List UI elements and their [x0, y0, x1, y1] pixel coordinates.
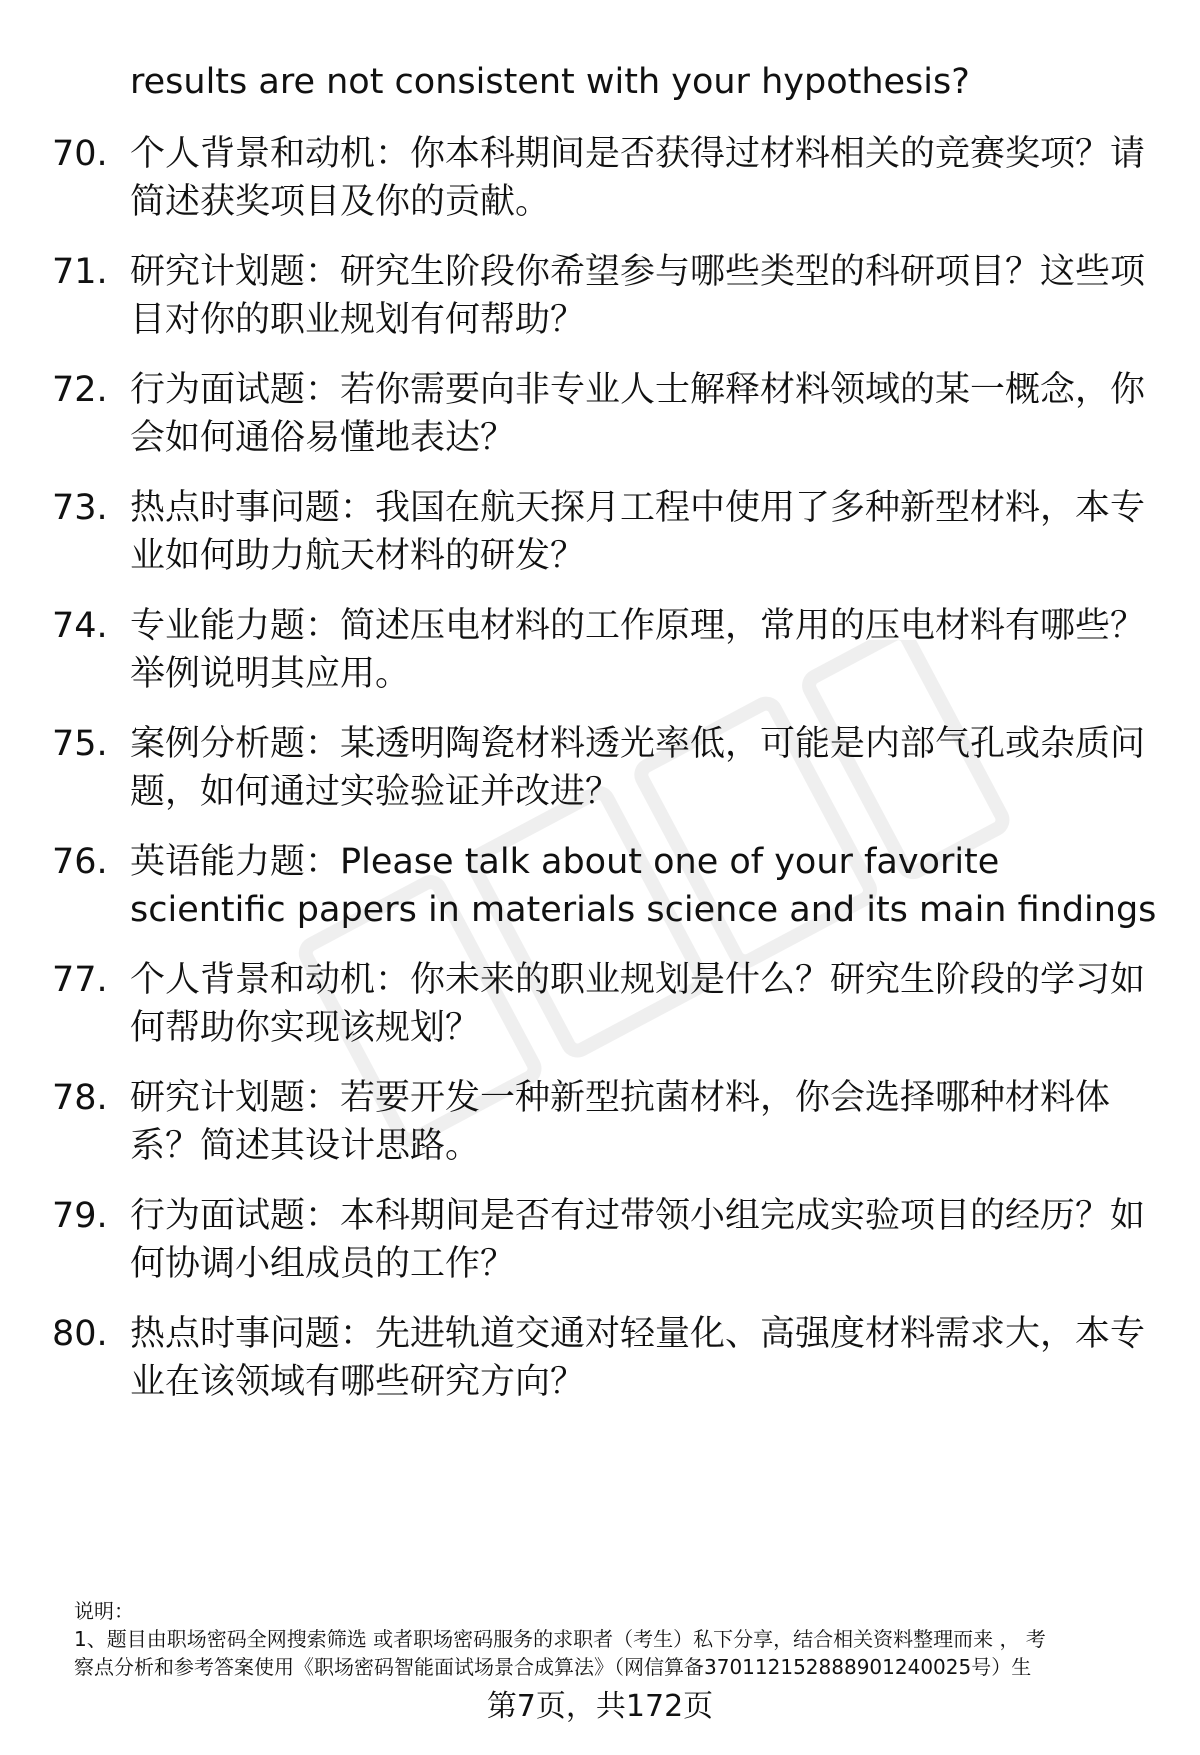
- question-text: 案例分析题：某透明陶瓷材料透光率低，可能是内部气孔或杂质问题，如何通过实验验证并改进？: [130, 724, 1146, 812]
- question-text: 专业能力题：简述压电材料的工作原理，常用的压电材料有哪些？举例说明其应用。: [130, 606, 1146, 694]
- question-item-71: [52, 248, 1162, 344]
- question-item-77: [52, 956, 1162, 1052]
- question-number: 77.: [52, 960, 108, 1000]
- question-number: 79.: [52, 1196, 108, 1236]
- question-number: 71.: [52, 252, 108, 292]
- question-text: 个人背景和动机：你未来的职业规划是什么？研究生阶段的学习如何帮助你实现该规划？: [130, 960, 1146, 1048]
- question-item-72: [52, 366, 1162, 462]
- question-text: 行为面试题：若你需要向非专业人士解释材料领域的某一概念，你会如何通俗易懂地表达？: [130, 370, 1146, 458]
- notes-section: [74, 1597, 1154, 1681]
- question-item-78: [52, 1074, 1162, 1170]
- question-number: 75.: [52, 724, 108, 764]
- question-text: 个人背景和动机：你本科期间是否获得过材料相关的竞赛奖项？请简述获奖项目及你的贡献。: [130, 134, 1146, 222]
- question-item-79: [52, 1192, 1162, 1288]
- question-text: 热点时事问题：我国在航天探月工程中使用了多种新型材料，本专业如何助力航天材料的研发？: [130, 488, 1146, 576]
- page-footer: 第7页，共172页: [486, 1689, 714, 1724]
- question-text: 研究计划题：若要开发一种新型抗菌材料，你会选择哪种材料体系？简述其设计思路。: [130, 1078, 1111, 1166]
- question-text: 英语能力题：Please talk about one of your favorite scientific papers in materials science and its main findings: [130, 842, 1157, 930]
- question-number: 72.: [52, 370, 108, 410]
- continuation-text: results are not consistent with your hypothesis?: [130, 62, 970, 102]
- question-text: 行为面试题：本科期间是否有过带领小组完成实验项目的经历？如何协调小组成员的工作？: [130, 1196, 1146, 1284]
- notes-line-2: 察点分析和参考答案使用《职场密码智能面试场景合成算法》（网信算备370112152888901240025号）生: [74, 1655, 1032, 1679]
- notes-heading: 说明：: [74, 1599, 134, 1623]
- question-number: 80.: [52, 1314, 108, 1354]
- question-number: 78.: [52, 1078, 108, 1118]
- question-number: 76.: [52, 842, 108, 882]
- question-item-75: [52, 720, 1162, 816]
- notes-line-1: 1、题目由职场密码全网搜索筛选 或者职场密码服务的求职者（考生）私下分享，结合相关资料整理而来 ， 考: [74, 1627, 1046, 1651]
- question-item-73: [52, 484, 1162, 580]
- question-item-76: [52, 838, 1162, 934]
- question-text: 研究计划题：研究生阶段你希望参与哪些类型的科研项目？这些项目对你的职业规划有何帮助？: [130, 252, 1146, 340]
- question-number: 74.: [52, 606, 108, 646]
- question-item-74: [52, 602, 1162, 698]
- question-text: 热点时事问题：先进轨道交通对轻量化、高强度材料需求大，本专业在该领域有哪些研究方向？: [130, 1314, 1146, 1402]
- question-item-70: [52, 130, 1162, 226]
- question-number: 70.: [52, 134, 108, 174]
- question-item-80: [52, 1310, 1162, 1406]
- question-number: 73.: [52, 488, 108, 528]
